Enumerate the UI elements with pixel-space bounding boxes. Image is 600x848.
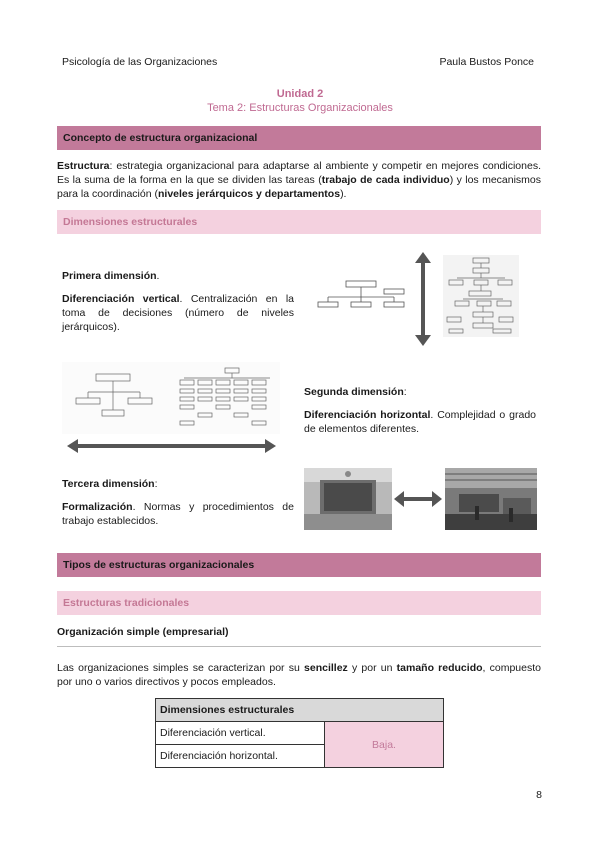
dimension-3-term: Formalización xyxy=(62,501,133,513)
term-structure: Estructura xyxy=(57,160,110,172)
dimension-1-title: Primera dimensión xyxy=(62,270,157,282)
table-cell-vertical: Diferenciación vertical. xyxy=(156,722,325,745)
double-arrow-icon xyxy=(394,490,442,508)
tall-org-chart-image xyxy=(443,255,519,337)
section-subheading-traditional: Estructuras tradicionales xyxy=(57,591,541,615)
table-row xyxy=(156,722,444,745)
org-simple-title: Organización simple (empresarial) xyxy=(57,626,229,638)
dimension-3-title: Tercera dimensión xyxy=(62,478,155,490)
dimension-3: Tercera dimensión: Formalización. Normas y procedimientos de trabajo establecidos. xyxy=(62,478,294,527)
vertical-double-arrow-icon xyxy=(413,252,433,346)
table-cell-value: Baja. xyxy=(325,722,444,768)
table-header: Dimensiones estructurales xyxy=(156,699,444,722)
divider xyxy=(57,646,541,647)
office-room-photo xyxy=(304,468,392,530)
org-simple-description: Las organizaciones simples se caracterizan por su sencillez y por un tamaño reducido, compuesto por uno o varios directivos y pocos empleados. xyxy=(57,662,541,688)
section-heading-types: Tipos de estructuras organizacionales xyxy=(57,553,541,577)
table-cell-horizontal: Diferenciación horizontal. xyxy=(156,745,325,768)
unit-title: Unidad 2 xyxy=(276,88,324,100)
topic-title: Tema 2: Estructuras Organizacionales xyxy=(207,102,393,114)
factory-floor-photo xyxy=(445,468,537,530)
horizontal-double-arrow-icon xyxy=(67,439,276,453)
dimension-1-term: Diferenciación vertical xyxy=(62,293,180,305)
page-number: 8 xyxy=(536,789,542,801)
structure-definition: Estructura: estrategia organizacional para adaptarse al ambiente y competir en mejores condiciones. Es la suma de la forma en la que se dividen las tareas (trabajo de cada individuo) y los mecanismos para la coordinación (niveles jerárquicos y departamentos). xyxy=(57,160,542,200)
horizontal-org-charts-image xyxy=(62,362,280,460)
flat-org-chart-image xyxy=(316,275,408,315)
dimensions-table xyxy=(155,698,444,768)
running-header-author: Paula Bustos Ponce xyxy=(439,56,534,68)
dimension-1: Primera dimensión. Diferenciación vertical. Centralización en la toma de decisiones (número de niveles jerárquicos). xyxy=(62,270,294,333)
section-heading-dimensions: Dimensiones estructurales xyxy=(57,210,541,234)
running-header-course: Psicología de las Organizaciones xyxy=(62,56,218,68)
dimension-2-title: Segunda dimensión xyxy=(304,386,404,398)
dimension-2: Segunda dimensión: Diferenciación horizontal. Complejidad o grado de elementos diferentes. xyxy=(304,386,537,435)
section-heading-concept: Concepto de estructura organizacional xyxy=(57,126,541,150)
dimension-2-term: Diferenciación horizontal xyxy=(304,409,431,421)
